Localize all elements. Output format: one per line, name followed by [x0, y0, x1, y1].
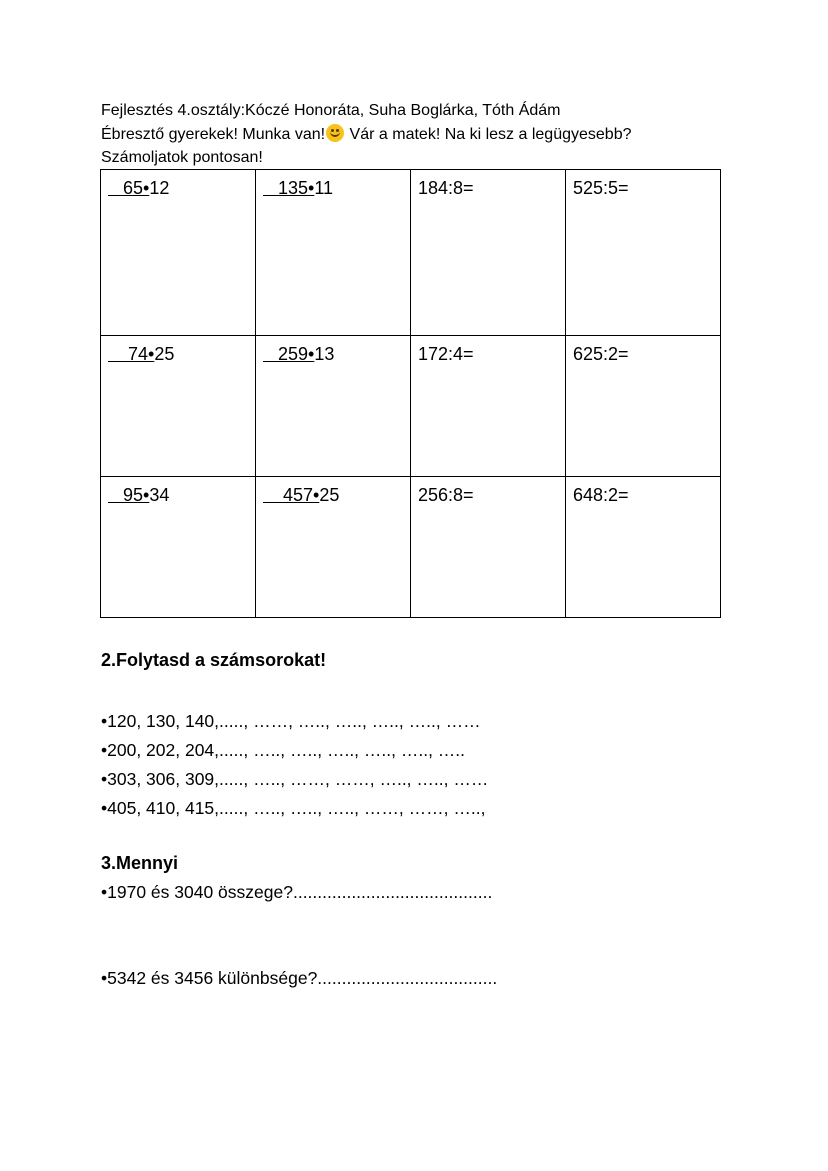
table-cell	[566, 477, 721, 618]
table-row	[101, 170, 721, 336]
worksheet-header	[101, 99, 631, 170]
smiley-face-icon	[326, 124, 344, 142]
cell-text: 12	[149, 178, 170, 198]
table-cell	[101, 336, 256, 477]
cell-text: 13	[314, 344, 335, 364]
cell-text: 184:8=	[418, 178, 474, 198]
header-line-2	[101, 123, 631, 147]
table-cell	[566, 170, 721, 336]
cell-underlined: 259•	[263, 344, 315, 364]
header-line-1: Fejlesztés 4.osztály:Kóczé Honoráta, Suha Boglárka, Tóth Ádám	[101, 102, 561, 119]
sequence-line: •303, 306, 309,....., ….., ……, ……, ….., ….., ……	[101, 769, 489, 789]
cell-text: 625:2=	[573, 344, 629, 364]
table-cell	[411, 336, 566, 477]
table-cell	[101, 170, 256, 336]
cell-text: 648:2=	[573, 485, 629, 505]
cell-underlined: 65•	[108, 178, 150, 198]
section-3-title: 3.Mennyi	[101, 853, 179, 873]
cell-text: 256:8=	[418, 485, 474, 505]
header-line-3: Számoljatok pontosan!	[101, 149, 263, 166]
cell-text: 25	[154, 344, 175, 364]
table-cell	[256, 336, 411, 477]
cell-underlined: 95•	[108, 485, 150, 505]
cell-underlined: 135•	[263, 178, 315, 198]
question-difference: •5342 és 3456 különbsége?.....................................	[101, 968, 498, 988]
number-sequences	[101, 707, 488, 823]
table-row	[101, 336, 721, 477]
header-line-2-end: Vár a matek! Na ki lesz a legügyesebb?	[345, 125, 632, 143]
table-cell	[256, 170, 411, 336]
cell-text: 25	[319, 485, 340, 505]
exercise-table	[100, 169, 721, 618]
header-line-2-start: Ébresztő gyerekek! Munka van!	[101, 125, 326, 143]
table-cell	[256, 477, 411, 618]
table-row	[101, 477, 721, 618]
question-sum: •1970 és 3040 összege?.........................................	[101, 882, 493, 902]
cell-underlined: 74•	[108, 344, 155, 364]
cell-text: 34	[149, 485, 170, 505]
table-cell	[566, 336, 721, 477]
cell-text: 525:5=	[573, 178, 629, 198]
sequence-line: •405, 410, 415,....., ….., ….., ….., ……, ……, …..,	[101, 798, 486, 818]
section-2-title: 2.Folytasd a számsorokat!	[101, 650, 327, 670]
table-cell	[411, 170, 566, 336]
cell-underlined: 457•	[263, 485, 320, 505]
cell-text: 172:4=	[418, 344, 474, 364]
table-cell	[411, 477, 566, 618]
table-cell	[101, 477, 256, 618]
sequence-line: •200, 202, 204,....., ….., ….., ….., ….., ….., …..	[101, 740, 466, 760]
sequence-line: •120, 130, 140,....., ……, ….., ….., ….., ….., ……	[101, 711, 481, 731]
cell-text: 11	[314, 178, 334, 198]
